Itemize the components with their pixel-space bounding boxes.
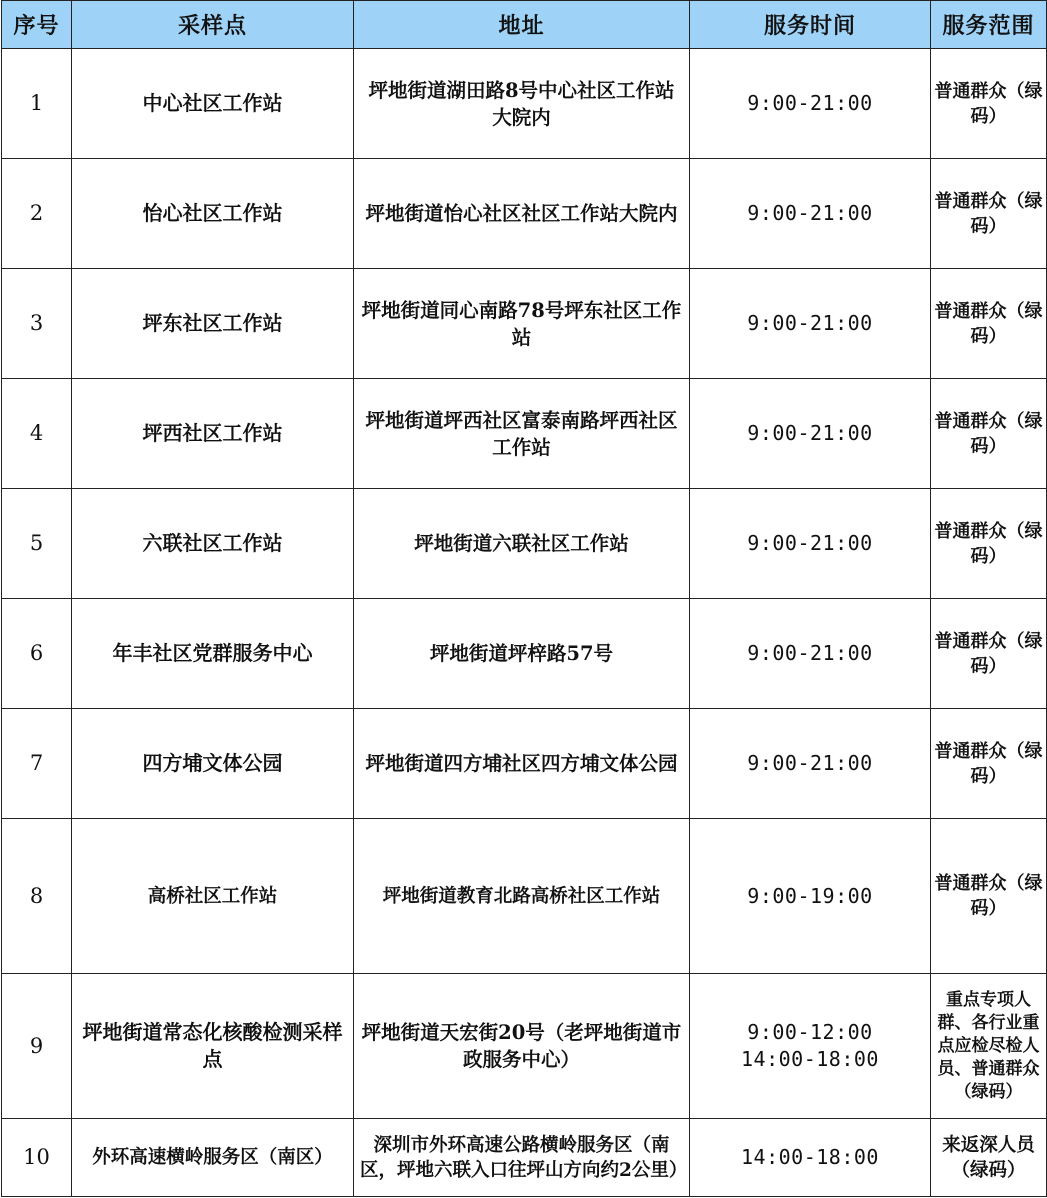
header-row bbox=[2, 1, 1047, 49]
row-hours-line: 9:00-21:00 bbox=[747, 421, 873, 445]
row-hours bbox=[690, 489, 931, 599]
row-hours bbox=[690, 379, 931, 489]
row-index: 10 bbox=[2, 1119, 72, 1197]
row-address: 坪地街道坪西社区富泰南路坪西社区工作站 bbox=[354, 379, 690, 489]
row-index: 7 bbox=[2, 709, 72, 819]
row-hours-line: 9:00-21:00 bbox=[747, 311, 873, 335]
row-scope: 普通群众（绿码） bbox=[931, 269, 1047, 379]
row-site: 外环高速横岭服务区（南区） bbox=[72, 1119, 354, 1197]
row-hours-line: 9:00-21:00 bbox=[747, 531, 873, 555]
row-site: 六联社区工作站 bbox=[72, 489, 354, 599]
row-index: 2 bbox=[2, 159, 72, 269]
header-hours: 服务时间 bbox=[690, 1, 931, 49]
row-hours-line: 9:00-21:00 bbox=[747, 641, 873, 665]
row-site: 怡心社区工作站 bbox=[72, 159, 354, 269]
row-hours-line: 14:00-18:00 bbox=[741, 1047, 879, 1071]
row-scope: 重点专项人群、各行业重点应检尽检人员、普通群众（绿码） bbox=[931, 974, 1047, 1119]
row-hours bbox=[690, 709, 931, 819]
table-row bbox=[2, 1119, 1047, 1197]
row-address: 坪地街道天宏街20号（老坪地街道市政服务中心） bbox=[354, 974, 690, 1119]
row-index: 6 bbox=[2, 599, 72, 709]
header-index: 序号 bbox=[2, 1, 72, 49]
row-address: 坪地街道坪梓路57号 bbox=[354, 599, 690, 709]
row-site: 四方埔文体公园 bbox=[72, 709, 354, 819]
row-scope: 普通群众（绿码） bbox=[931, 49, 1047, 159]
row-address: 坪地街道怡心社区社区工作站大院内 bbox=[354, 159, 690, 269]
table-row bbox=[2, 819, 1047, 974]
row-address: 坪地街道教育北路高桥社区工作站 bbox=[354, 819, 690, 974]
row-hours-line: 9:00-12:00 bbox=[747, 1020, 873, 1044]
row-hours bbox=[690, 819, 931, 974]
sampling-sites-table bbox=[1, 0, 1047, 1197]
row-hours-line: 9:00-21:00 bbox=[747, 751, 873, 775]
row-hours-line: 14:00-18:00 bbox=[741, 1145, 879, 1169]
header-address: 地址 bbox=[354, 1, 690, 49]
row-scope: 普通群众（绿码） bbox=[931, 819, 1047, 974]
row-address: 坪地街道同心南路78号坪东社区工作站 bbox=[354, 269, 690, 379]
row-site: 坪地街道常态化核酸检测采样点 bbox=[72, 974, 354, 1119]
row-hours bbox=[690, 159, 931, 269]
row-hours bbox=[690, 49, 931, 159]
row-scope: 普通群众（绿码） bbox=[931, 599, 1047, 709]
row-address: 坪地街道六联社区工作站 bbox=[354, 489, 690, 599]
table-row bbox=[2, 379, 1047, 489]
row-index: 4 bbox=[2, 379, 72, 489]
row-site: 坪西社区工作站 bbox=[72, 379, 354, 489]
table-row bbox=[2, 489, 1047, 599]
row-scope: 普通群众（绿码） bbox=[931, 159, 1047, 269]
table-row bbox=[2, 49, 1047, 159]
row-hours-line: 9:00-21:00 bbox=[747, 91, 873, 115]
row-address: 坪地街道四方埔社区四方埔文体公园 bbox=[354, 709, 690, 819]
table-row bbox=[2, 709, 1047, 819]
row-address: 坪地街道湖田路8号中心社区工作站大院内 bbox=[354, 49, 690, 159]
row-scope: 来返深人员（绿码） bbox=[931, 1119, 1047, 1197]
row-site: 年丰社区党群服务中心 bbox=[72, 599, 354, 709]
row-scope: 普通群众（绿码） bbox=[931, 489, 1047, 599]
row-address: 深圳市外环高速公路横岭服务区（南区，坪地六联入口往坪山方向约2公里） bbox=[354, 1119, 690, 1197]
row-site: 高桥社区工作站 bbox=[72, 819, 354, 974]
table-row bbox=[2, 159, 1047, 269]
row-index: 9 bbox=[2, 974, 72, 1119]
row-scope: 普通群众（绿码） bbox=[931, 709, 1047, 819]
row-hours bbox=[690, 269, 931, 379]
row-index: 3 bbox=[2, 269, 72, 379]
row-index: 8 bbox=[2, 819, 72, 974]
row-hours bbox=[690, 1119, 931, 1197]
table-row bbox=[2, 269, 1047, 379]
table-row bbox=[2, 599, 1047, 709]
row-hours bbox=[690, 599, 931, 709]
row-scope: 普通群众（绿码） bbox=[931, 379, 1047, 489]
row-hours bbox=[690, 974, 931, 1119]
table-row bbox=[2, 974, 1047, 1119]
row-site: 坪东社区工作站 bbox=[72, 269, 354, 379]
row-index: 5 bbox=[2, 489, 72, 599]
header-site: 采样点 bbox=[72, 1, 354, 49]
row-hours-line: 9:00-19:00 bbox=[747, 883, 873, 908]
header-scope: 服务范围 bbox=[931, 1, 1047, 49]
row-hours-line: 9:00-21:00 bbox=[747, 201, 873, 225]
row-index: 1 bbox=[2, 49, 72, 159]
row-site: 中心社区工作站 bbox=[72, 49, 354, 159]
